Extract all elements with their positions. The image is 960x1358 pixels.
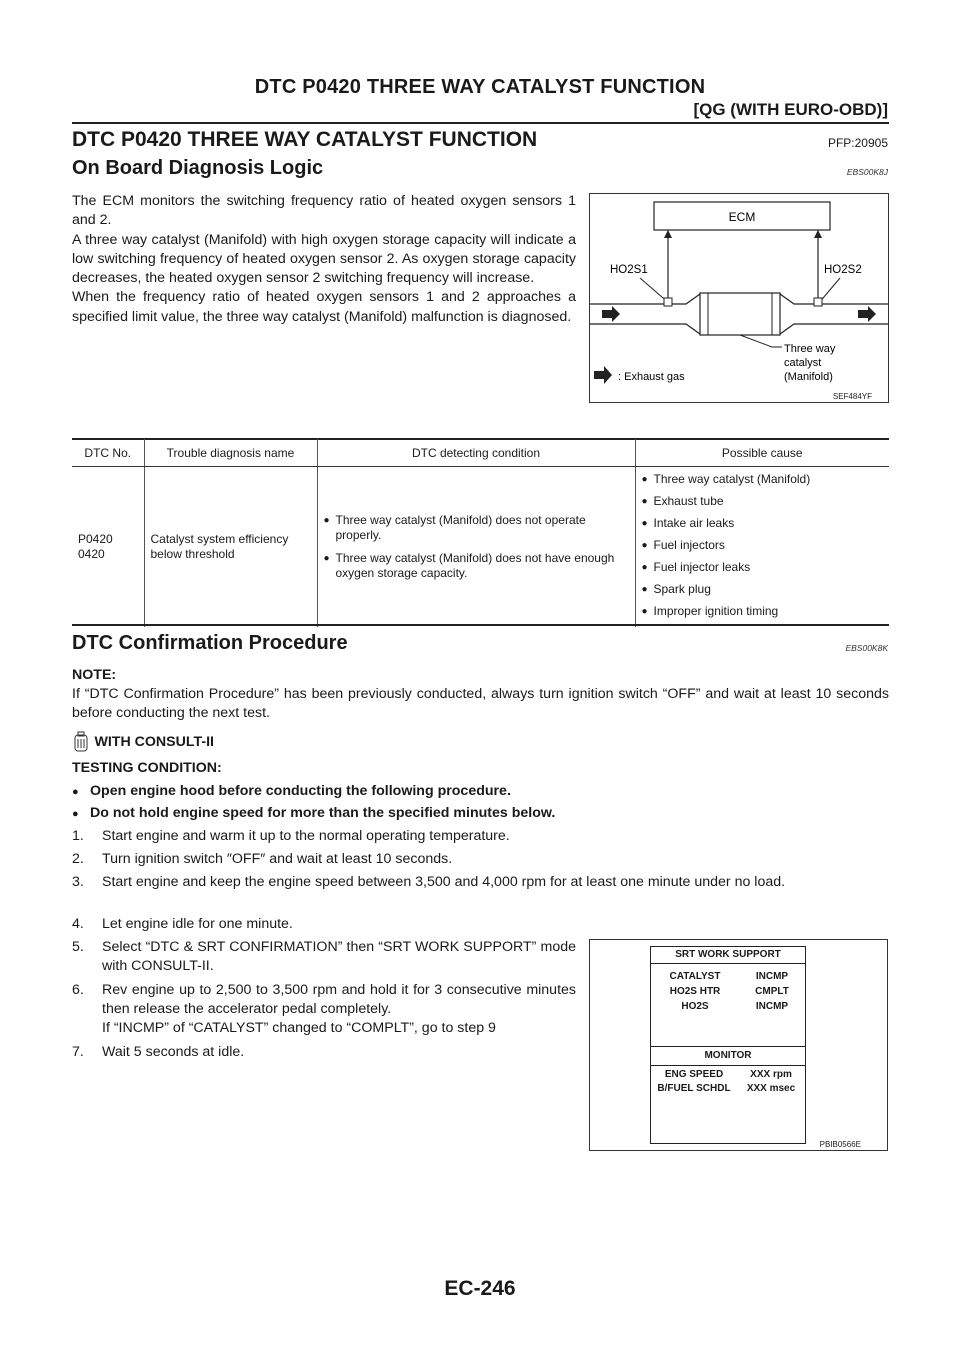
cell-condition xyxy=(317,467,635,627)
header-trouble-name: Trouble diagnosis name xyxy=(144,439,317,467)
cause-item: ● Fuel injectors xyxy=(642,538,884,553)
exhaust-legend-arrow xyxy=(594,366,612,384)
srt-row: HO2S HTR CMPLT xyxy=(669,986,789,997)
step-1: 1. Start engine and warm it up to the normal operating temperature. xyxy=(72,828,510,844)
testing-condition-label: TESTING CONDITION: xyxy=(72,760,222,776)
step-3: 3. Start engine and keep the engine speed between 3,500 and 4,000 rpm for at least one minute under no load. xyxy=(72,874,786,890)
testing-bullet-1: ● Open engine hood before conducting the following procedure. xyxy=(72,783,511,799)
testing-bullet-2: ● Do not hold engine speed for more than the specified minutes below. xyxy=(72,805,556,821)
note-text: If “DTC Confirmation Procedure” has been previously conducted, always turn ignition switch “OFF” and wait at least 10 seconds before conducting the next test. xyxy=(72,686,889,721)
obd-description xyxy=(72,192,576,327)
condition-item: ● Three way catalyst (Manifold) does not operate properly. xyxy=(324,513,629,543)
figure-id-2: PBIB0566E xyxy=(819,1140,861,1149)
ho2s2-label: HO2S2 xyxy=(824,264,862,276)
ho2s1-sensor xyxy=(664,298,672,306)
catalyst-label-1: Three way xyxy=(784,343,836,355)
monitor-title: MONITOR xyxy=(651,1047,805,1066)
cause-item: ● Three way catalyst (Manifold) xyxy=(642,472,884,487)
catalyst-diagram-svg xyxy=(590,194,888,402)
step-4: 4. Let engine idle for one minute. xyxy=(72,916,293,932)
step-7: 7. Wait 5 seconds at idle. xyxy=(72,1044,245,1060)
note-label: NOTE: xyxy=(72,667,117,683)
header-condition: DTC detecting condition xyxy=(317,439,635,467)
header-rule xyxy=(72,122,889,124)
consult-label: WITH CONSULT-II xyxy=(94,734,214,750)
dtc-code: P0420 xyxy=(78,531,113,546)
page-number: EC-246 xyxy=(444,1277,516,1300)
flow-arrow-1 xyxy=(602,306,620,322)
dtc-code-short: 0420 xyxy=(78,546,105,561)
step-5: 5. Select “DTC & SRT CONFIRMATION” then “SRT WORK SUPPORT” mode with CONSULT-II. xyxy=(72,939,576,974)
obd-para-2: A three way catalyst (Manifold) with high oxygen storage capacity will indicate a low switching frequency of heated oxygen sensor 2. As oxygen storage capacity decreases, the heated oxygen sensor 2 switching frequency will increase. xyxy=(72,231,576,287)
cause-item: ● Intake air leaks xyxy=(642,516,884,531)
obd-code: EBS00K8J xyxy=(846,167,888,177)
srt-row: CATALYST INCMP xyxy=(669,971,789,982)
confirm-heading: DTC Confirmation Procedure xyxy=(72,632,348,654)
ho2s1-label: HO2S1 xyxy=(610,264,648,276)
srt-screen-figure xyxy=(589,939,888,1151)
srt-title: SRT WORK SUPPORT xyxy=(651,947,805,964)
catalyst-diagram xyxy=(589,193,889,403)
step-2: 2. Turn ignition switch ″OFF″ and wait at least 10 seconds. xyxy=(72,851,453,867)
figure-id-1: SEF484YF xyxy=(832,392,872,401)
section-title: DTC P0420 THREE WAY CATALYST FUNCTION xyxy=(72,128,538,151)
trouble-name-line-2: below threshold xyxy=(150,546,235,561)
cell-cause xyxy=(635,467,889,627)
obd-heading: On Board Diagnosis Logic xyxy=(72,157,324,179)
monitor-row: B/FUEL SCHDL XXX msec xyxy=(657,1083,796,1094)
dtc-table xyxy=(72,439,889,627)
catalyst-label-3: (Manifold) xyxy=(784,371,833,383)
cause-item: ● Improper ignition timing xyxy=(642,604,884,619)
monitor-row: ENG SPEED XXX rpm xyxy=(664,1069,792,1080)
testing-bullet-1-text: Open engine hood before conducting the following procedure. xyxy=(90,783,511,799)
consult-icon xyxy=(72,731,90,753)
part-number: PFP:20905 xyxy=(827,136,888,150)
cause-item: ● Spark plug xyxy=(642,582,884,597)
srt-row: HO2S INCMP xyxy=(681,1001,789,1012)
trouble-name-line-1: Catalyst system efficiency xyxy=(150,531,289,546)
cell-dtc-no xyxy=(72,467,144,627)
table-bottom-rule xyxy=(72,624,889,626)
testing-bullet-2-text: Do not hold engine speed for more than the specified minutes below. xyxy=(90,805,556,821)
catalyst-label-2: catalyst xyxy=(784,357,822,369)
ho2s2-sensor xyxy=(814,298,822,306)
running-header-subtitle: [QG (WITH EURO-OBD)] xyxy=(693,100,888,119)
obd-para-1: The ECM monitors the switching frequency ratio of heated oxygen sensors 1 and 2. xyxy=(72,193,576,229)
table-row xyxy=(72,467,889,627)
consult-line xyxy=(72,731,214,753)
consult-screen xyxy=(650,946,806,1144)
srt-items xyxy=(651,964,805,1047)
confirm-code: EBS00K8K xyxy=(845,643,888,653)
exhaust-legend-label: : Exhaust gas xyxy=(618,371,685,383)
header-cause: Possible cause xyxy=(635,439,889,467)
header-dtc-no: DTC No. xyxy=(72,439,144,467)
flow-arrow-2 xyxy=(858,306,876,322)
monitor-items xyxy=(651,1066,805,1096)
step-6: 6. Rev engine up to 2,500 to 3,500 rpm and hold it for 3 consecutive minutes then release the accelerator pedal completely. If “INCMP” of “CATALYST” changed to “COMPLT”, go to step 9 xyxy=(72,982,576,1036)
cell-trouble-name xyxy=(144,467,317,627)
condition-item: ● Three way catalyst (Manifold) does not have enough oxygen storage capacity. xyxy=(324,551,629,581)
running-header-title: DTC P0420 THREE WAY CATALYST FUNCTION xyxy=(254,76,706,98)
ecm-label: ECM xyxy=(728,210,756,224)
cause-item: ● Fuel injector leaks xyxy=(642,560,884,575)
cause-item: ● Exhaust tube xyxy=(642,494,884,509)
obd-para-3: When the frequency ratio of heated oxygen sensors 1 and 2 approaches a specified limit value, the three way catalyst (Manifold) malfunction is diagnosed. xyxy=(72,289,576,325)
